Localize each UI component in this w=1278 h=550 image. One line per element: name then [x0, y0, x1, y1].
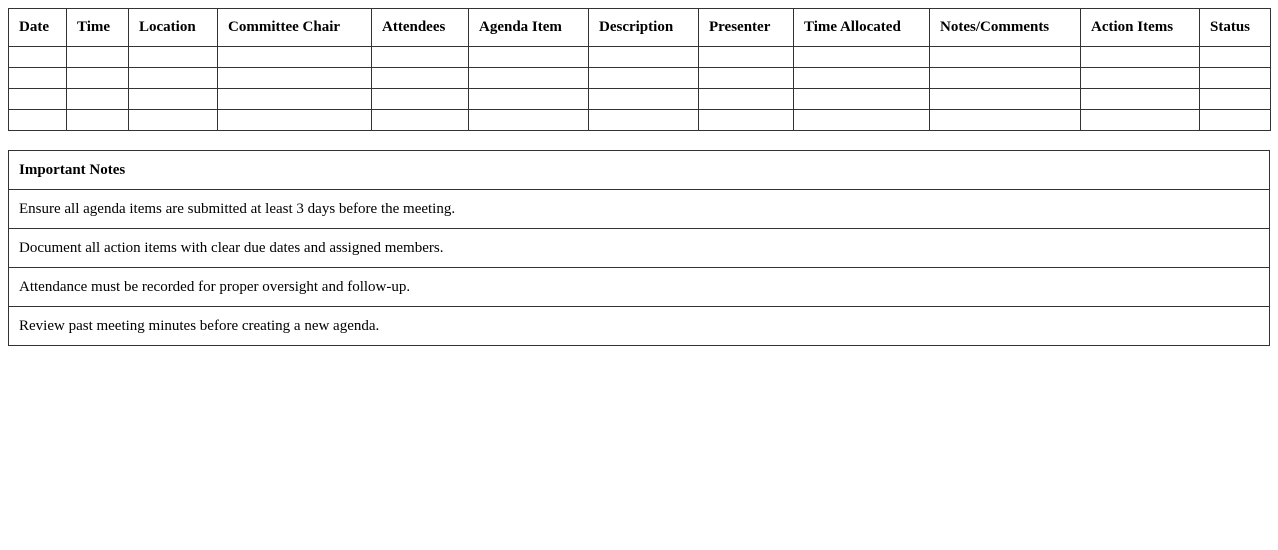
column-header-description: Description	[589, 9, 699, 47]
table-cell[interactable]	[699, 68, 794, 89]
table-cell[interactable]	[469, 47, 589, 68]
table-cell[interactable]	[129, 68, 218, 89]
table-cell[interactable]	[1081, 89, 1200, 110]
column-header-status: Status	[1200, 9, 1271, 47]
table-cell[interactable]	[372, 47, 469, 68]
table-cell[interactable]	[699, 110, 794, 131]
table-row	[9, 110, 1271, 131]
table-cell[interactable]	[372, 89, 469, 110]
table-cell[interactable]	[794, 47, 930, 68]
note-row	[9, 268, 1270, 307]
table-cell[interactable]	[372, 110, 469, 131]
table-cell[interactable]	[67, 89, 129, 110]
table-header-row	[9, 9, 1271, 47]
table-row	[9, 47, 1271, 68]
column-header-committee-chair: Committee Chair	[218, 9, 372, 47]
column-header-presenter: Presenter	[699, 9, 794, 47]
column-header-agenda-item: Agenda Item	[469, 9, 589, 47]
table-row	[9, 89, 1271, 110]
table-cell[interactable]	[794, 68, 930, 89]
table-cell[interactable]	[1200, 110, 1271, 131]
table-cell[interactable]	[218, 47, 372, 68]
note-item: Attendance must be recorded for proper oversight and follow-up.	[9, 268, 1270, 307]
table-cell[interactable]	[699, 47, 794, 68]
column-header-date: Date	[9, 9, 67, 47]
table-cell[interactable]	[9, 89, 67, 110]
agenda-table	[8, 8, 1271, 131]
important-notes-heading: Important Notes	[9, 151, 1270, 190]
note-item: Ensure all agenda items are submitted at least 3 days before the meeting.	[9, 190, 1270, 229]
table-cell[interactable]	[67, 68, 129, 89]
table-cell[interactable]	[9, 68, 67, 89]
note-item: Document all action items with clear due dates and assigned members.	[9, 229, 1270, 268]
table-cell[interactable]	[372, 68, 469, 89]
table-cell[interactable]	[469, 68, 589, 89]
table-cell[interactable]	[930, 68, 1081, 89]
table-cell[interactable]	[589, 89, 699, 110]
table-cell[interactable]	[9, 47, 67, 68]
note-row	[9, 190, 1270, 229]
table-cell[interactable]	[1081, 47, 1200, 68]
note-row	[9, 229, 1270, 268]
column-header-time: Time	[67, 9, 129, 47]
table-cell[interactable]	[218, 110, 372, 131]
notes-heading-row	[9, 151, 1270, 190]
note-row	[9, 307, 1270, 346]
column-header-attendees: Attendees	[372, 9, 469, 47]
table-cell[interactable]	[589, 68, 699, 89]
table-cell[interactable]	[129, 110, 218, 131]
table-cell[interactable]	[9, 110, 67, 131]
table-cell[interactable]	[469, 89, 589, 110]
agenda-table-body	[9, 47, 1271, 131]
column-header-notes-comments: Notes/Comments	[930, 9, 1081, 47]
column-header-location: Location	[129, 9, 218, 47]
column-header-action-items: Action Items	[1081, 9, 1200, 47]
important-notes-table	[8, 150, 1270, 346]
table-cell[interactable]	[67, 47, 129, 68]
table-cell[interactable]	[1081, 68, 1200, 89]
column-header-time-allocated: Time Allocated	[794, 9, 930, 47]
table-cell[interactable]	[1200, 68, 1271, 89]
table-cell[interactable]	[930, 89, 1081, 110]
table-cell[interactable]	[67, 110, 129, 131]
table-cell[interactable]	[218, 89, 372, 110]
table-cell[interactable]	[129, 89, 218, 110]
table-cell[interactable]	[218, 68, 372, 89]
table-cell[interactable]	[1081, 110, 1200, 131]
table-row	[9, 68, 1271, 89]
table-cell[interactable]	[930, 110, 1081, 131]
table-cell[interactable]	[1200, 89, 1271, 110]
table-cell[interactable]	[794, 110, 930, 131]
table-cell[interactable]	[699, 89, 794, 110]
note-item: Review past meeting minutes before creating a new agenda.	[9, 307, 1270, 346]
table-cell[interactable]	[589, 47, 699, 68]
table-cell[interactable]	[1200, 47, 1271, 68]
table-cell[interactable]	[129, 47, 218, 68]
table-cell[interactable]	[794, 89, 930, 110]
table-cell[interactable]	[589, 110, 699, 131]
table-cell[interactable]	[930, 47, 1081, 68]
table-cell[interactable]	[469, 110, 589, 131]
